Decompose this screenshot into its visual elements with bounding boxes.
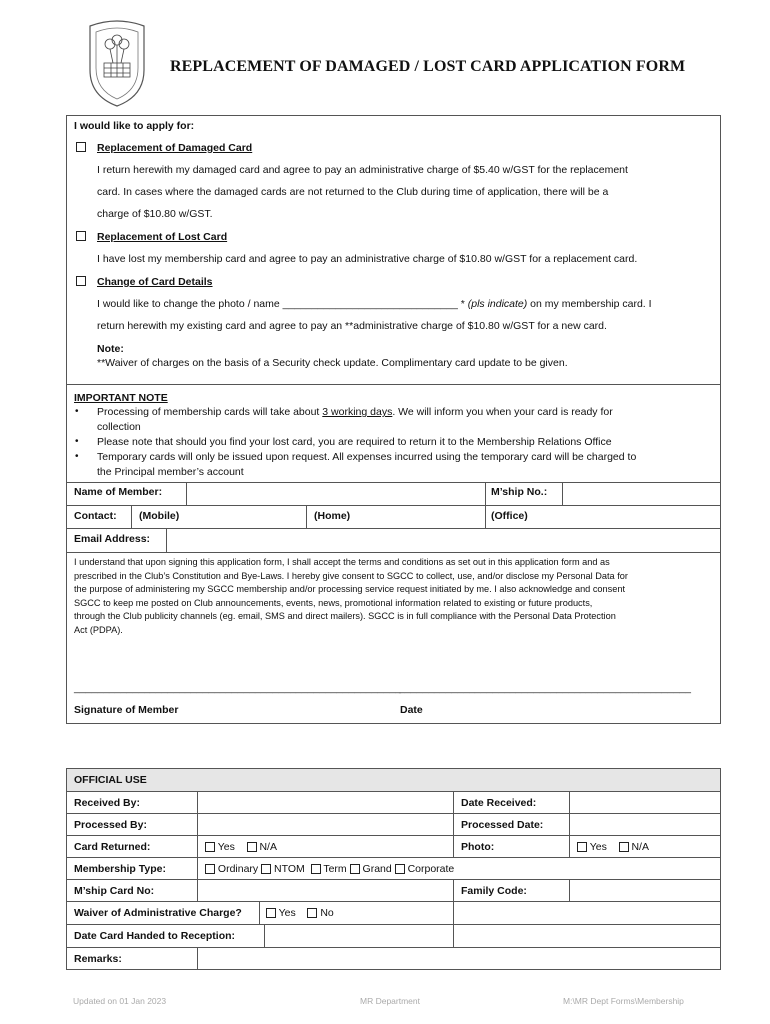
processed-date-field[interactable] <box>570 814 721 836</box>
footer-updated: Updated on 01 Jan 2023 <box>73 996 167 1006</box>
card-returned-options <box>198 836 454 858</box>
mship-card-no-field[interactable] <box>198 880 454 902</box>
email-field[interactable] <box>167 529 720 552</box>
term-checkbox[interactable] <box>311 864 321 874</box>
damaged-card-text-3: charge of $10.80 w/GST. <box>97 208 213 220</box>
family-code-field[interactable] <box>570 880 721 902</box>
type-label: Grand <box>362 862 392 875</box>
important-bullet-1: Processing of membership cards will take about 3 working days. We will inform you when your card is ready for <box>97 406 613 418</box>
na-label: N/A <box>259 840 277 853</box>
no-label: No <box>320 907 334 919</box>
yes-label: Yes <box>589 840 607 853</box>
change-details-label: Change of Card Details <box>97 276 213 288</box>
processed-by-label: Processed By: <box>67 814 198 836</box>
contact-label: Contact: <box>74 510 117 522</box>
card-returned-na-checkbox[interactable] <box>247 842 257 852</box>
important-bullet-3: Temporary cards will only be issued upon request. All expenses incurred using the temporary card will be charged to <box>97 451 637 463</box>
change-details-text-2: return herewith my existing card and agree to pay an **administrative charge of $10.80 w/GST for a new card. <box>97 320 607 332</box>
official-use-table <box>66 768 721 970</box>
date-handed-label: Date Card Handed to Reception: <box>67 925 265 947</box>
bullet: • <box>75 451 79 462</box>
type-label: Ordinary <box>217 862 259 875</box>
waiver-row <box>67 902 454 925</box>
lost-card-label: Replacement of Lost Card <box>97 231 228 243</box>
important-bullet-3-cont: the Principal member’s account <box>97 466 244 478</box>
card-returned-yes-checkbox[interactable] <box>205 842 215 852</box>
apply-heading: I would like to apply for: <box>74 120 195 132</box>
divider <box>67 384 720 385</box>
home-field[interactable]: (Home) <box>314 510 351 522</box>
date-label: Date <box>400 704 423 716</box>
type-label: Corporate <box>407 862 455 875</box>
yes-label: Yes <box>278 907 296 919</box>
form-title: REPLACEMENT OF DAMAGED / LOST CARD APPLICATION FORM <box>170 58 686 75</box>
yes-label: Yes <box>217 840 235 853</box>
important-bullet-1-cont: collection <box>97 421 141 433</box>
waiver-no-checkbox[interactable] <box>307 908 317 918</box>
email-label: Email Address: <box>74 533 151 545</box>
membership-type-label: Membership Type: <box>67 858 198 880</box>
date-line[interactable]: __________________________________________________ <box>399 682 691 694</box>
photo-label: Photo: <box>454 836 570 858</box>
signature-label: Signature of Member <box>74 704 179 716</box>
date-received-label: Date Received: <box>454 792 570 814</box>
damaged-card-text-2: card. In cases where the damaged cards are not returned to the Club during time of application, there will be a <box>97 186 609 198</box>
family-code-label: Family Code: <box>454 880 570 902</box>
received-by-field[interactable] <box>198 792 454 814</box>
mobile-field[interactable]: (Mobile) <box>139 510 180 522</box>
note-text: **Waiver of charges on the basis of a Security check update. Complimentary card update to be given. <box>97 357 568 369</box>
waiver-yes-checkbox[interactable] <box>266 908 276 918</box>
date-handed-field[interactable] <box>454 925 721 948</box>
important-heading: IMPORTANT NOTE <box>74 392 168 404</box>
signature-line[interactable]: ________________________________________________________ <box>74 682 402 694</box>
bullet: • <box>75 406 79 417</box>
photo-options <box>570 836 721 858</box>
consent-text: I understand that upon signing this application form, I shall accept the terms and conditions as set out in this application form and as prescribed in the Club’s Constitution and Bye-Laws. I hereby give consent to SGCC to collect, use, and/or disclose my Personal Data for the purpose of administering my SGCC membership and/or processing service request initiated by me. I also acknowledge and consent SGCC to keep me posted on Club announcements, events, news, promotional information related to existing or future products, through the Club publicity channels (eg. email, SMS and direct mailers). SGCC is in full compliance with the Personal Data Protection Act (PDPA). <box>74 557 628 635</box>
grand-checkbox[interactable] <box>350 864 360 874</box>
date-handed-row <box>67 925 454 948</box>
mship-no-field[interactable] <box>563 483 720 505</box>
club-crest-logo <box>80 18 154 110</box>
damaged-card-text-1: I return herewith my damaged card and agree to pay an administrative charge of $5.40 w/GST for the replacement <box>97 164 628 176</box>
remarks-label: Remarks: <box>67 948 198 970</box>
ordinary-checkbox[interactable] <box>205 864 215 874</box>
lost-card-checkbox[interactable] <box>76 231 86 241</box>
waiver-blank <box>454 902 721 925</box>
office-field[interactable]: (Office) <box>491 510 528 522</box>
damaged-card-checkbox[interactable] <box>76 142 86 152</box>
received-by-label: Received By: <box>67 792 198 814</box>
date-received-field[interactable] <box>570 792 721 814</box>
application-section <box>66 115 721 724</box>
footer-path: M:\MR Dept Forms\Membership <box>563 996 684 1006</box>
mship-card-no-label: M’ship Card No: <box>67 880 198 902</box>
name-label: Name of Member: <box>74 486 163 498</box>
lost-card-text: I have lost my membership card and agree to pay an administrative charge of $10.80 w/GST for a replacement card. <box>97 253 638 265</box>
official-use-heading: OFFICIAL USE <box>67 769 721 792</box>
footer-department: MR Department <box>360 996 420 1006</box>
damaged-card-label: Replacement of Damaged Card <box>97 142 253 154</box>
bullet: • <box>75 436 79 447</box>
waiver-label: Waiver of Administrative Charge? <box>67 902 260 924</box>
type-label: Term <box>323 862 347 875</box>
na-label: N/A <box>631 840 649 853</box>
change-details-checkbox[interactable] <box>76 276 86 286</box>
type-label: NTOM <box>274 862 305 875</box>
ntom-checkbox[interactable] <box>261 864 271 874</box>
card-returned-label: Card Returned: <box>67 836 198 858</box>
processed-by-field[interactable] <box>198 814 454 836</box>
processed-date-label: Processed Date: <box>454 814 570 836</box>
mship-no-label: M’ship No.: <box>491 486 548 498</box>
name-field[interactable] <box>187 483 484 505</box>
important-bullet-2: Please note that should you find your lost card, you are required to return it to the Membership Relations Office <box>97 436 612 448</box>
membership-type-options <box>198 858 721 880</box>
photo-yes-checkbox[interactable] <box>577 842 587 852</box>
remarks-field[interactable] <box>198 948 721 970</box>
change-details-text-1: I would like to change the photo / name ______________________________ * (pls indicate) on my membership card. I <box>97 298 652 310</box>
note-label: Note: <box>97 343 124 355</box>
photo-na-checkbox[interactable] <box>619 842 629 852</box>
corporate-checkbox[interactable] <box>395 864 405 874</box>
